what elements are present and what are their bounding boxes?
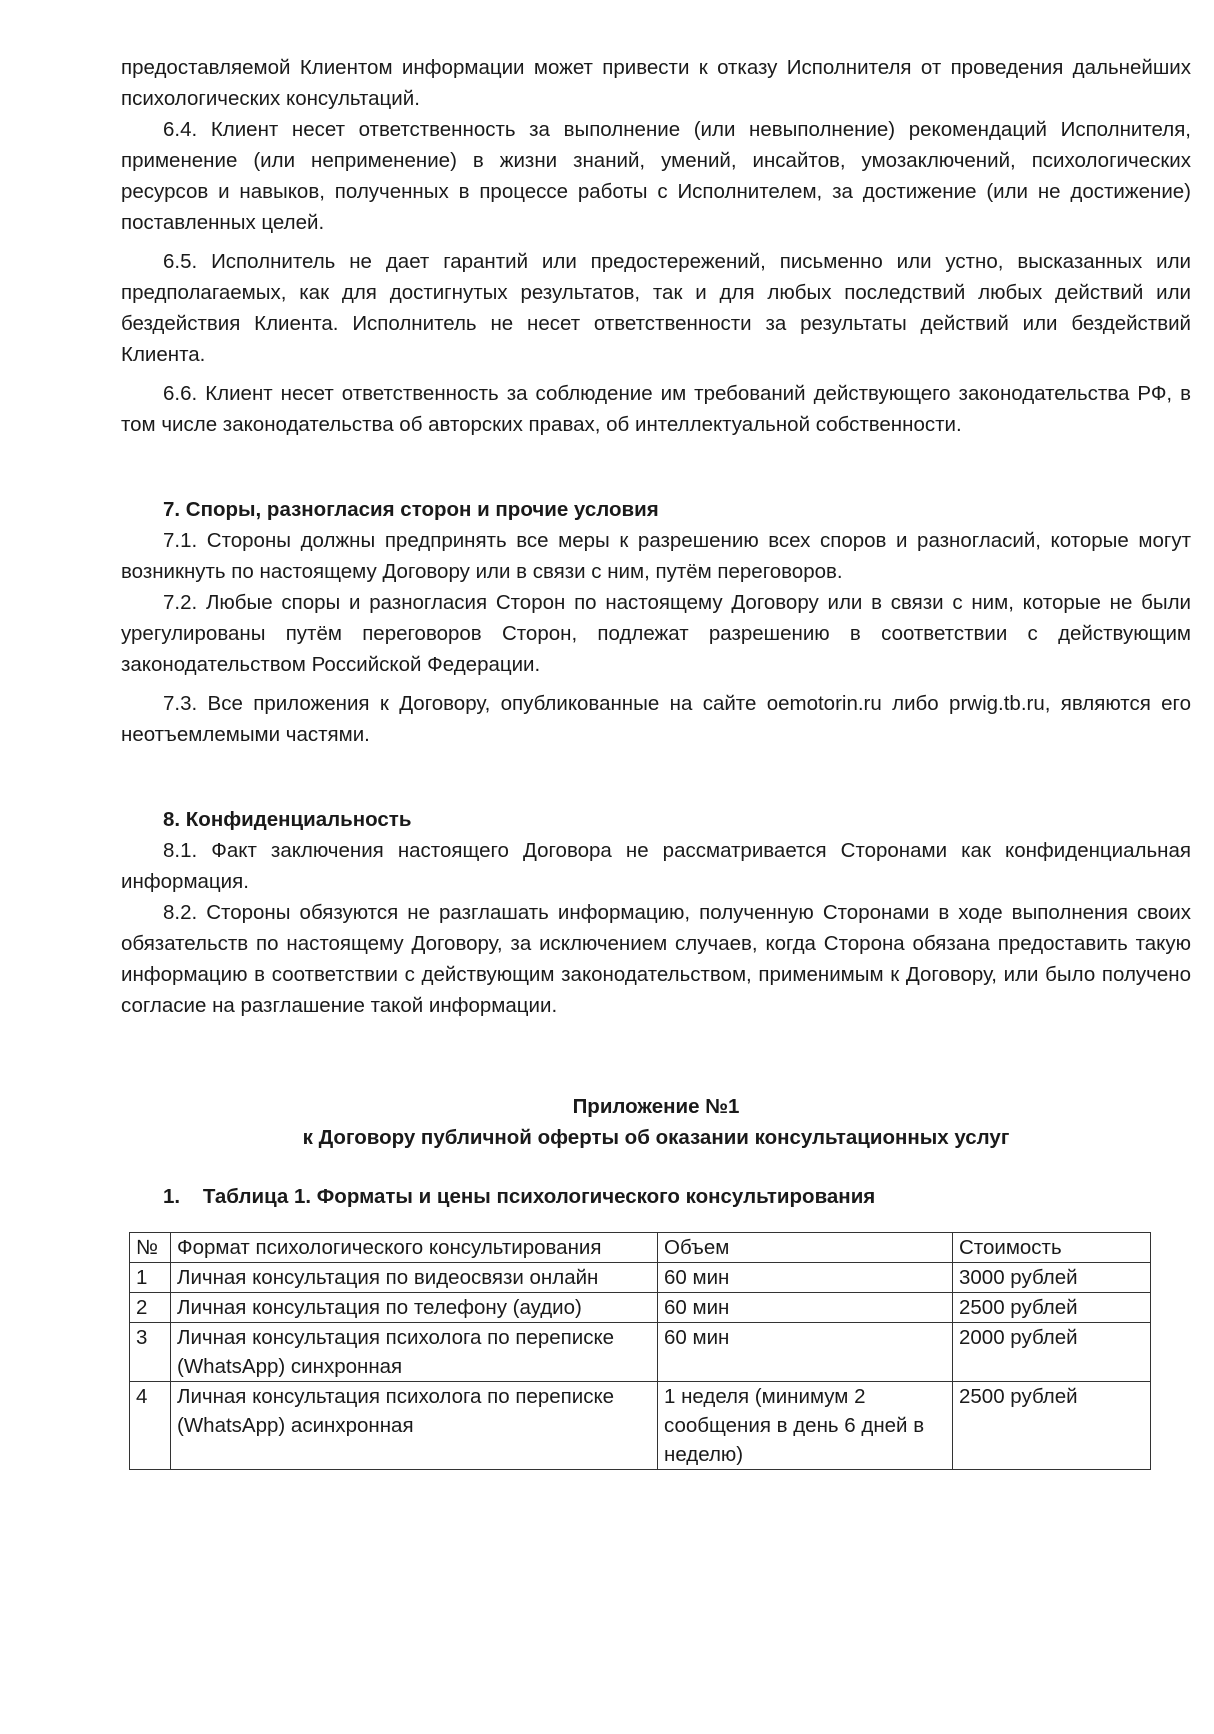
row-format: Личная консультация по видеосвязи онлайн [171, 1263, 658, 1293]
row-number: 1 [130, 1263, 171, 1293]
table-header-row [130, 1233, 1151, 1263]
appendix-subtitle: к Договору публичной оферты об оказании консультационных услуг [302, 1126, 1010, 1149]
header-price: Стоимость [953, 1233, 1151, 1263]
row-format: Личная консультация по телефону (аудио) [171, 1293, 658, 1323]
table-title: 1. Таблица 1. Форматы и цены психологического консультирования [163, 1185, 876, 1208]
paragraph-6-3-tail: предоставляемой Клиентом информации может привести к отказу Исполнителя от проведения дальнейших психологических консультаций. [121, 56, 1191, 110]
row-price: 2500 рублей [953, 1382, 1151, 1470]
pricing-table [129, 1232, 1151, 1470]
row-price: 2500 рублей [953, 1293, 1151, 1323]
table-row [130, 1263, 1151, 1293]
row-volume: 60 мин [658, 1323, 953, 1382]
section-8-title: 8. Конфиденциальность [163, 808, 412, 831]
row-volume: 60 мин [658, 1263, 953, 1293]
header-volume: Объем [658, 1233, 953, 1263]
appendix-title: Приложение №1 [572, 1095, 740, 1118]
row-number: 4 [130, 1382, 171, 1470]
row-format: Личная консультация психолога по переписке (WhatsApp) синхронная [171, 1323, 658, 1382]
section-7-title: 7. Споры, разногласия сторон и прочие условия [163, 498, 659, 521]
table-row [130, 1382, 1151, 1470]
row-format: Личная консультация психолога по переписке (WhatsApp) асинхронная [171, 1382, 658, 1470]
paragraph-6-6: 6.6. Клиент несет ответственность за соблюдение им требований действующего законодательства РФ, в том числе законодательства об авторских правах, об интеллектуальной собственности. [121, 382, 1191, 436]
row-volume: 60 мин [658, 1293, 953, 1323]
row-volume: 1 неделя (минимум 2 сообщения в день 6 дней в неделю) [658, 1382, 953, 1470]
header-number: № [130, 1233, 171, 1263]
document-page [121, 52, 1191, 1470]
paragraph-7-2: 7.2. Любые споры и разногласия Сторон по настоящему Договору или в связи с ним, которые не были урегулированы путём переговоров Сторон, подлежат разрешению в соответствии с действующим законодательством Российской Федерации. [121, 591, 1191, 676]
paragraph-6-4: 6.4. Клиент несет ответственность за выполнение (или невыполнение) рекомендаций Исполнителя, применение (или неприменение) в жизни знаний, умений, инсайтов, умозаключений, психологических ресурсов и навыков, полученных в процессе работы с Исполнителем, за достижение (или не достижение) поставленных целей. [121, 118, 1191, 234]
paragraph-6-5: 6.5. Исполнитель не дает гарантий или предостережений, письменно или устно, высказанных или предполагаемых, как для достигнутых результатов, так и для любых последствий любых действий или бездействия Клиента. Исполнитель не несет ответственности за результаты действий или бездействий Клиента. [121, 250, 1191, 366]
paragraph-7-3: 7.3. Все приложения к Договору, опубликованные на сайте oemotorin.ru либо prwig.tb.ru, являются его неотъемлемыми частями. [121, 692, 1191, 746]
paragraph-8-1: 8.1. Факт заключения настоящего Договора не рассматривается Сторонами как конфиденциальная информация. [121, 839, 1191, 893]
header-format: Формат психологического консультирования [171, 1233, 658, 1263]
row-number: 2 [130, 1293, 171, 1323]
table-row [130, 1323, 1151, 1382]
paragraph-8-2: 8.2. Стороны обязуются не разглашать информацию, полученную Сторонами в ходе выполнения своих обязательств по настоящему Договору, за исключением случаев, когда Сторона обязана предоставить такую информацию в соответствии с действующим законодательством, применимым к Договору, или было получено согласие на разглашение такой информации. [121, 901, 1191, 1017]
row-price: 3000 рублей [953, 1263, 1151, 1293]
paragraph-7-1: 7.1. Стороны должны предпринять все меры к разрешению всех споров и разногласий, которые могут возникнуть по настоящему Договору или в связи с ним, путём переговоров. [121, 529, 1191, 583]
row-number: 3 [130, 1323, 171, 1382]
table-row [130, 1293, 1151, 1323]
row-price: 2000 рублей [953, 1323, 1151, 1382]
